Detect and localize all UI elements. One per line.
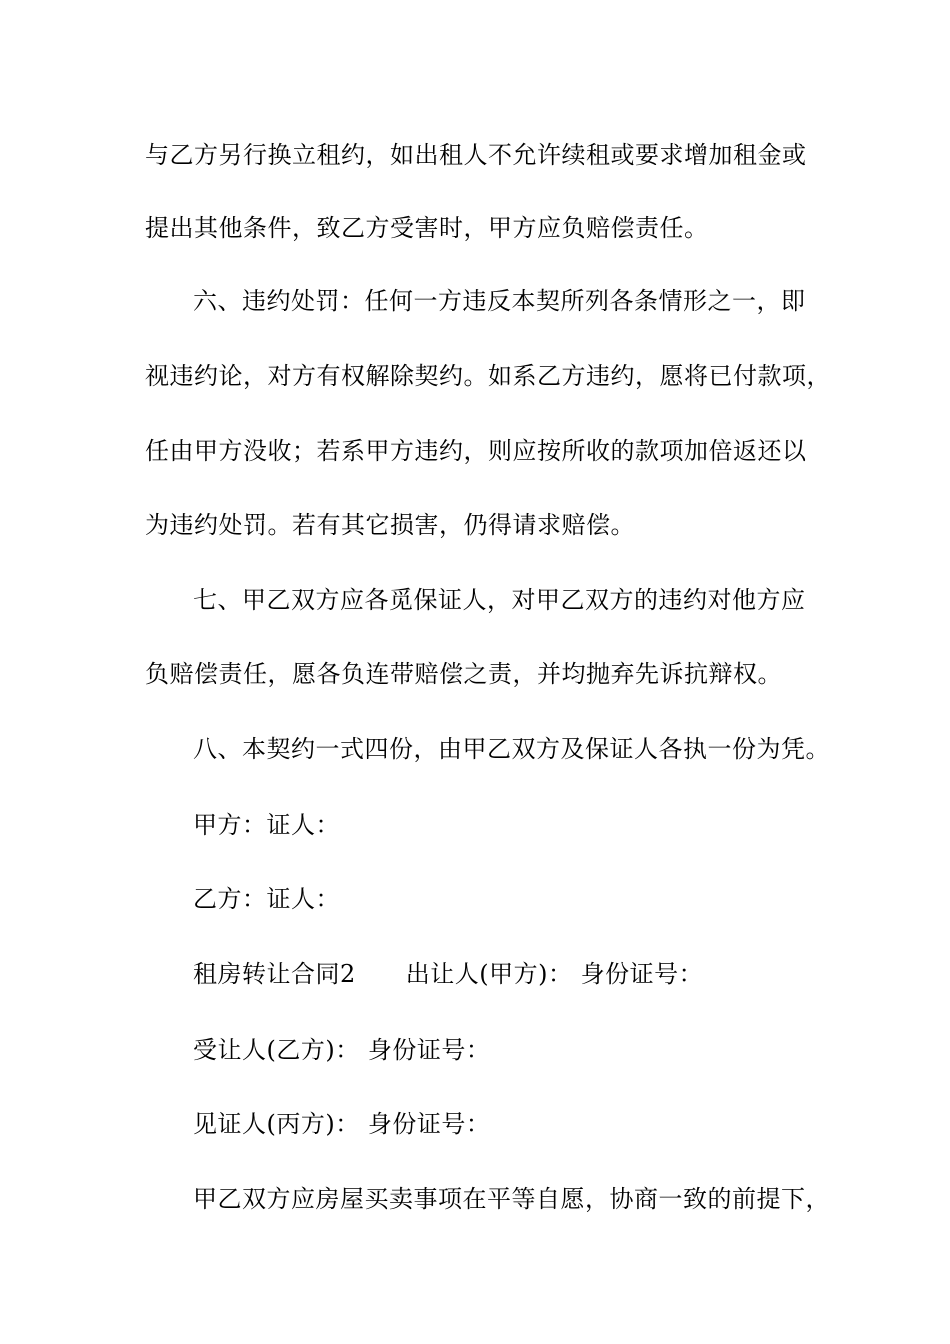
paragraph-line: 提出其他条件，致乙方受害时，甲方应负赔偿责任。 <box>145 214 709 242</box>
paragraph-line: 任由甲方没收；若系甲方违约，则应按所收的款项加倍返还以 <box>145 437 807 465</box>
party-a-witness-line: 甲方：证人： <box>193 811 340 839</box>
paragraph-line: 为违约处罚。若有其它损害，仍得请求赔偿。 <box>145 511 635 539</box>
clause-eight-line: 八、本契约一式四份，由甲乙双方及保证人各执一份为凭。 <box>193 735 830 763</box>
paragraph-line: 负赔偿责任，愿各负连带赔偿之责，并均抛弃先诉抗辩权。 <box>145 660 782 688</box>
paragraph-line: 甲乙双方应房屋买卖事项在平等自愿，协商一致的前提下， <box>193 1185 830 1213</box>
party-b-witness-line: 乙方：证人： <box>193 885 340 913</box>
contract-title: 租房转让合同2 <box>193 960 356 988</box>
witness-line: 见证人(丙方)： 身份证号： <box>193 1110 491 1138</box>
transferor-line: 出让人(甲方)： 身份证号： <box>405 960 704 988</box>
clause-seven-line: 七、甲乙双方应各觅保证人，对甲乙双方的违约对他方应 <box>193 586 806 614</box>
paragraph-line: 视违约论，对方有权解除契约。如系乙方违约，愿将已付款项， <box>145 362 831 390</box>
clause-six-line: 六、违约处罚：任何一方违反本契所列各条情形之一，即 <box>193 287 806 315</box>
transferee-line: 受让人(乙方)： 身份证号： <box>193 1036 491 1064</box>
contract-title-line <box>193 959 703 989</box>
paragraph-line: 与乙方另行换立租约，如出租人不允许续租或要求增加租金或 <box>145 141 807 169</box>
